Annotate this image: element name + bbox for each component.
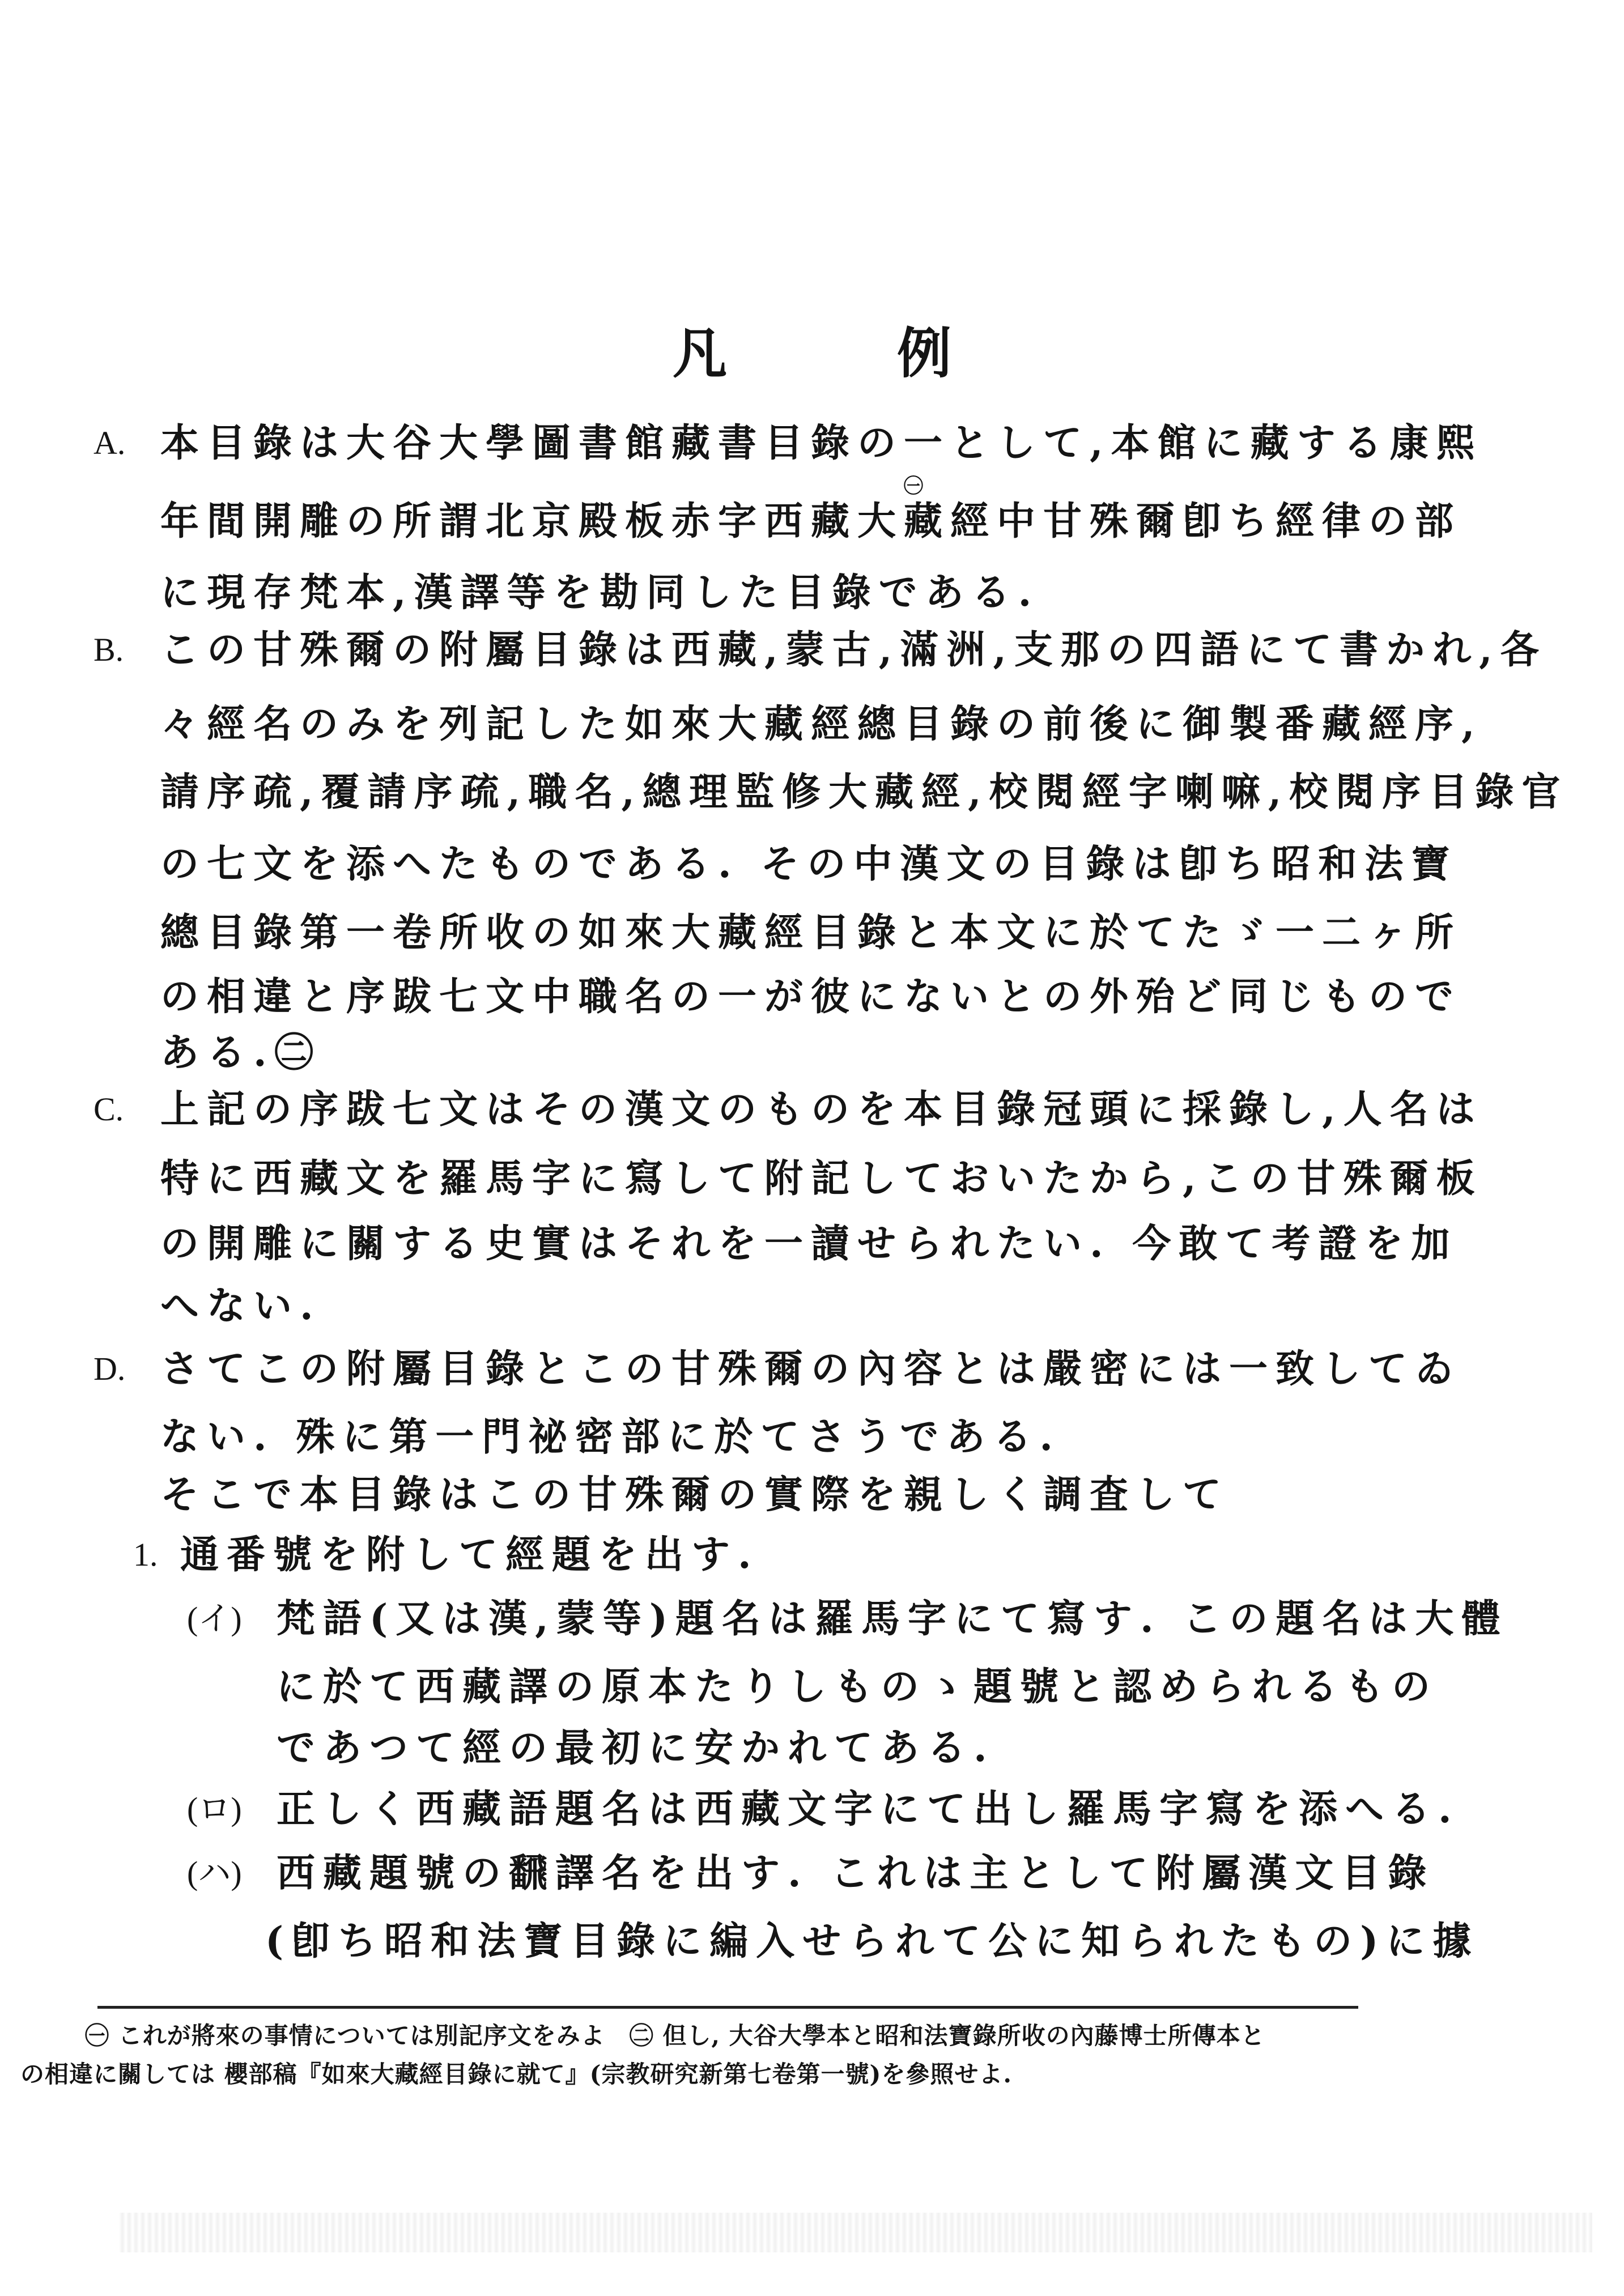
section-c-line-4: へない. bbox=[160, 1283, 321, 1329]
section-b-marker: B. bbox=[93, 631, 124, 668]
subitem-ha-line-2: (卽ち昭和法寶目錄に編入せられて公に知られたもの)に據 bbox=[265, 1919, 1480, 1964]
footnote-rule bbox=[97, 2006, 1358, 2009]
footnote-line-2: の相違に關しては 櫻部稿『如來大藏經目錄に就て』(宗教研究新第七卷第一號)を參照せよ. bbox=[20, 2060, 1012, 2088]
section-b-line-7: ある.㊁ bbox=[160, 1030, 321, 1075]
subitem-ro-line-1: 正しく西藏語題名は西藏文字にて出し羅馬字寫を添へる. bbox=[277, 1787, 1460, 1832]
subitem-ha-line-1: 西藏題號の飜譯名を出す. これは主として附屬漢文目錄 bbox=[277, 1851, 1435, 1896]
section-c-line-1: 上記の序跋七文はその漢文のものを本目錄冠頭に採錄し,人名は bbox=[160, 1087, 1483, 1132]
subitem-i-line-1: 梵語(又は漢,蒙等)題名は羅馬字にて寫す. この題名は大體 bbox=[277, 1596, 1508, 1642]
subitem-ha-marker: (ハ) bbox=[187, 1855, 242, 1891]
footnote-line-1: ㊀ これが將來の事情については別記序文をみよ ㊁ 但し, 大谷大學本と昭和法寶錄所收の內藤博士所傳本と bbox=[85, 2022, 1265, 2050]
section-a-line-1: 本目錄は大谷大學圖書館藏書目錄の一として,本館に藏する康熙 bbox=[160, 420, 1483, 466]
section-b-line-3: 請序疏,覆請序疏,職名,總理監修大藏經,校閱經字喇嘛,校閱序目錄官 bbox=[160, 769, 1568, 815]
section-d-line-3: そこで本目錄はこの甘殊爾の實際を親しく調査して bbox=[160, 1472, 1230, 1517]
subitem-i-line-2: に於て西藏譯の原本たりしものゝ題號と認められるもの bbox=[277, 1664, 1439, 1710]
section-a-line-2: 年間開雕の所謂北京殿板赤字西藏大藏經中甘殊爾卽ち經律の部 bbox=[160, 499, 1462, 544]
section-b-line-6: の相違と序跋七文中職名の一が彼にないとの外殆ど同じもので bbox=[160, 974, 1462, 1019]
item-1-marker: 1. bbox=[133, 1536, 158, 1573]
subitem-i-line-3: であつて經の最初に安かれてある. bbox=[277, 1725, 995, 1771]
section-d-marker: D. bbox=[93, 1350, 126, 1387]
item-1-text: 通番號を附して經題を出す. bbox=[180, 1532, 759, 1578]
section-d-line-1: さてこの附屬目錄とこの甘殊爾の內容とは嚴密には一致してゐ bbox=[160, 1346, 1462, 1392]
section-b-line-2: 々經名のみを列記した如來大藏經總目錄の前後に御製番藏經序, bbox=[160, 701, 1483, 747]
section-a-line-3: に現存梵本,漢譯等を勘同した目錄である. bbox=[160, 570, 1040, 615]
subitem-i-marker: (イ) bbox=[187, 1600, 242, 1637]
section-c-line-3: の開雕に關する史實はそれを一讀せられたい. 今敢て考證を加 bbox=[160, 1221, 1458, 1266]
section-a-marker: A. bbox=[93, 424, 126, 461]
section-b-line-4: の七文を添へたものである. その中漢文の目錄は卽ち昭和法寶 bbox=[160, 841, 1458, 887]
title-char-1: 凡 bbox=[673, 321, 727, 385]
section-b-line-5: 總目錄第一卷所收の如來大藏經目錄と本文に於てたゞ一二ヶ所 bbox=[160, 910, 1462, 955]
footnote-reference-1: ㊀ bbox=[904, 475, 923, 498]
section-d-line-2: ない. 殊に第一門祕密部に於てさうである. bbox=[160, 1414, 1061, 1460]
section-b-line-1: この甘殊爾の附屬目錄は西藏,蒙古,滿洲,支那の四語にて書かれ,各 bbox=[160, 627, 1547, 673]
page-title bbox=[0, 311, 1624, 388]
section-c-line-2: 特に西藏文を羅馬字に寫して附記しておいたから,この甘殊爾板 bbox=[160, 1156, 1483, 1201]
title-char-2: 例 bbox=[897, 321, 951, 385]
subitem-ro-marker: (ロ) bbox=[187, 1791, 242, 1827]
section-c-marker: C. bbox=[93, 1091, 124, 1128]
scan-noise bbox=[119, 2213, 1592, 2252]
